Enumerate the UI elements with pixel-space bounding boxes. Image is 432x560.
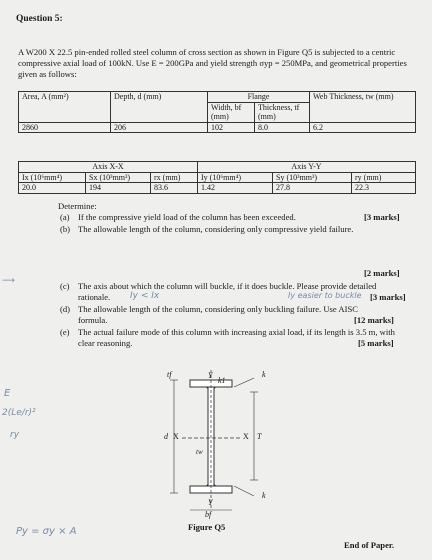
iy-value: 1.42 (198, 183, 273, 194)
depth-header: Depth, d (mm) (111, 92, 208, 123)
area-value: 2860 (19, 122, 111, 133)
handwritten-arrow: ⟶ (2, 276, 15, 286)
area-header: Area, A (mm²) (19, 92, 111, 123)
rx-value: 83.6 (151, 183, 198, 194)
label-tw: tw (196, 448, 203, 456)
item-a-label: (a) (60, 212, 70, 222)
ry-value: 22.3 (352, 183, 416, 194)
axis-table (18, 161, 416, 194)
flange-header: Flange (208, 92, 310, 103)
properties-table (18, 91, 416, 133)
iy-header: Iy (10⁶mm⁴) (198, 172, 273, 183)
item-e-label: (e) (60, 327, 70, 337)
sx-value: 194 (86, 183, 151, 194)
item-c-marks: [3 marks] (370, 292, 406, 302)
label-x-right: X (243, 432, 249, 441)
item-b-marks: [2 marks] (364, 268, 400, 278)
item-e-marks: [5 marks] (358, 338, 394, 348)
end-of-paper: End of Paper. (344, 540, 395, 550)
label-y-top: Y (208, 371, 213, 380)
item-c-text: The axis about which the column will buckle, if it does buckle. Please provide detailed rationale. (78, 281, 377, 302)
k-leader-bottom (234, 486, 254, 496)
handwritten-iy-ix: Iy < Ix (130, 291, 160, 301)
web-value: 6.2 (310, 122, 416, 133)
item-e-text: The actual failure mode of this column with increasing axial load, if its length is 3.5 m, with clear reasoning. (78, 327, 395, 348)
handwritten-slenderness: 2(Le/r)² (2, 408, 36, 418)
i-beam-figure (150, 368, 290, 518)
label-k-top: k (262, 370, 266, 379)
label-tf: tf (167, 370, 172, 379)
width-header: Width, bf (mm) (208, 102, 255, 122)
handwritten-py-formula: Py = σy × A (16, 526, 77, 537)
label-k-bottom: k (262, 491, 266, 500)
question-title: Question 5: (16, 14, 63, 24)
depth-value: 206 (111, 122, 208, 133)
item-c-label: (c) (60, 281, 70, 291)
ix-value: 20.0 (19, 183, 86, 194)
handwritten-e: E (4, 388, 11, 399)
determine-heading: Determine: (58, 201, 97, 211)
axis-y-header: Axis Y-Y (198, 162, 416, 173)
handwritten-easier-buckle: Iy easier to buckle (288, 291, 362, 300)
label-x-left: X (173, 432, 179, 441)
handwritten-ry: ry (10, 430, 20, 440)
sy-header: Sy (10³mm³) (273, 172, 352, 183)
sx-header: Sx (10³mm³) (86, 172, 151, 183)
thickness-value: 8.0 (255, 122, 310, 133)
ry-header: ry (mm) (352, 172, 416, 183)
k-leader-top (234, 378, 254, 387)
figure-caption: Figure Q5 (188, 522, 226, 532)
label-d: d (164, 432, 168, 441)
item-b-text: The allowable length of the column, considering only compressive yield failure. (78, 224, 354, 234)
width-value: 102 (208, 122, 255, 133)
item-d-label: (d) (60, 304, 71, 314)
item-a-text: If the compressive yield load of the column has been exceeded. (78, 212, 296, 222)
label-y-bottom: Y (208, 498, 213, 507)
item-a-marks: [3 marks] (364, 212, 400, 222)
intro-paragraph: A W200 X 22.5 pin-ended rolled steel column of cross section as shown in Figure Q5 is subjected to a centric compressive axial load of 100kN. Use E = 200GPa and yield strength σyp = 250MPa, and geometrical properties given as follows: (18, 47, 407, 80)
web-header: Web Thickness, tw (mm) (310, 92, 416, 123)
item-d-marks: [12 marks] (354, 315, 394, 325)
label-bf: bf (205, 510, 212, 519)
item-d-text: The allowable length of the column, considering only buckling failure. Use AISC formula. (78, 304, 358, 325)
label-t: T (257, 432, 262, 441)
label-k1: k1 (218, 376, 226, 385)
item-b-label: (b) (60, 224, 71, 234)
sy-value: 27.8 (273, 183, 352, 194)
ix-header: Ix (10⁶mm⁴) (19, 172, 86, 183)
axis-x-header: Axis X-X (19, 162, 198, 173)
thickness-header: Thickness, tf (mm) (255, 102, 310, 122)
rx-header: rx (mm) (151, 172, 198, 183)
